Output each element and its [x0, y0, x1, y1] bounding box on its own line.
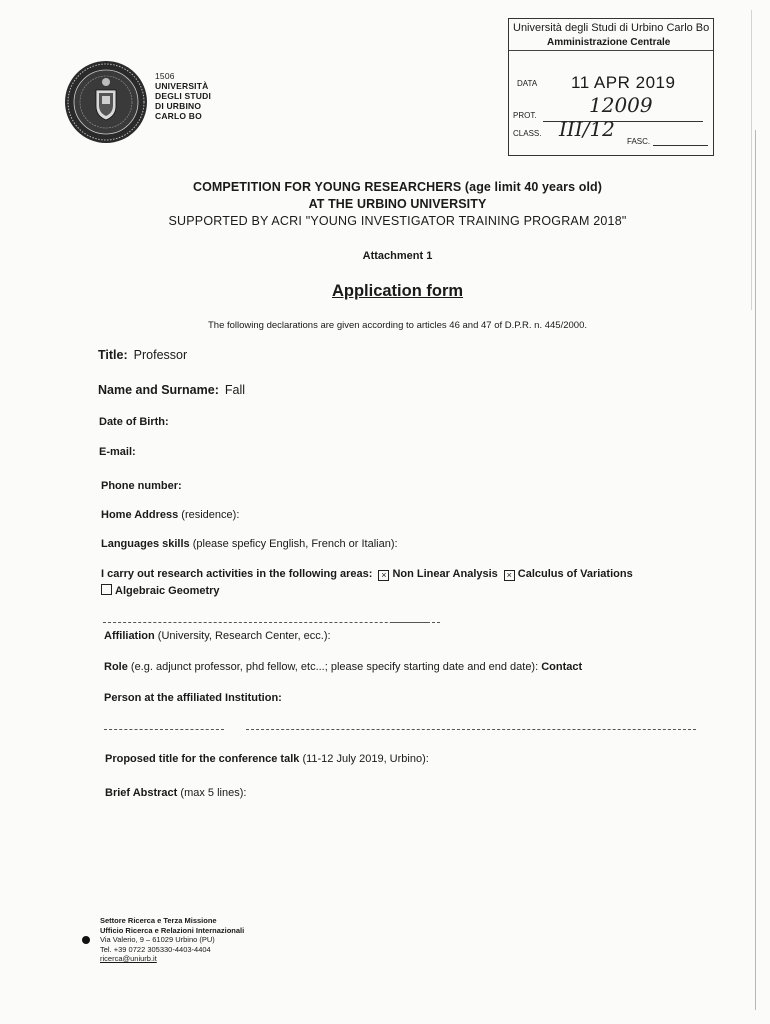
role-field [104, 661, 582, 673]
logo-line: DEGLI STUDI [155, 91, 212, 101]
talk-title-hint: (11-12 July 2019, Urbino): [302, 753, 429, 765]
competition-subtitle: AT THE URBINO UNIVERSITY [308, 197, 487, 211]
title-label: Title: [98, 348, 128, 362]
area3-checkbox[interactable] [101, 584, 112, 595]
research-label: I carry out research activities in the following areas: [101, 568, 373, 580]
dob-field [99, 416, 169, 428]
separator-line [103, 622, 428, 623]
email-field [99, 446, 136, 458]
stamp-date: 11 APR 2019 [571, 73, 676, 92]
area2-checkbox[interactable]: × [504, 570, 515, 581]
role-label: Role [104, 661, 128, 673]
scan-edge-line-top [751, 10, 752, 310]
affiliation-label: Affiliation [104, 630, 155, 642]
phone-field [101, 480, 182, 492]
email-label: E-mail: [99, 446, 136, 458]
declaration-text: The following declarations are given according to articles 46 and 47 of D.P.R. n. 445/2000. [207, 320, 587, 331]
contact-person-field [104, 692, 282, 704]
title-field [98, 348, 187, 362]
abstract-hint: (max 5 lines): [180, 787, 247, 799]
languages-field [101, 538, 398, 550]
stamp-class-value: III/12 [559, 117, 615, 141]
stamp-fasc-line [653, 145, 708, 146]
abstract-field [105, 787, 246, 799]
separator-line [104, 729, 224, 730]
footer-contact-block [100, 916, 244, 964]
area3-label: Algebraic Geometry [115, 585, 220, 597]
talk-title-field [105, 753, 429, 765]
logo-line: UNIVERSITÀ [155, 81, 209, 91]
logo-line: CARLO BO [155, 111, 202, 121]
affiliation-hint: (University, Research Center, ecc.): [157, 630, 331, 642]
footer-line: Settore Ricerca e Terza Missione [100, 916, 217, 925]
footer-line: Tel. +39 0722 305330-4403-4404 [100, 944, 211, 954]
logo-line: DI URBINO [155, 101, 202, 111]
stamp-university-name: Università degli Studi di Urbino Carlo Bo [513, 22, 710, 34]
address-hint: (residence): [181, 509, 240, 521]
footer-line: Ufficio Ricerca e Relazioni Internazionali [100, 925, 245, 935]
footer-bullet-icon [82, 936, 90, 944]
stamp-date-label: DATA [517, 79, 538, 88]
footer-email-link[interactable]: ricerca@uniurb.it [100, 954, 157, 963]
area1-label: Non Linear Analysis [392, 568, 498, 580]
name-value: Fall [224, 383, 246, 397]
research-areas-field-cont [101, 584, 220, 597]
stamp-divider [509, 50, 713, 51]
contact-label: Contact [541, 661, 583, 673]
competition-title: COMPETITION FOR YOUNG RESEARCHERS (age limit 40 years old) [192, 180, 603, 194]
dob-label: Date of Birth: [99, 416, 169, 428]
competition-sponsor: SUPPORTED BY ACRI "YOUNG INVESTIGATOR TRAINING PROGRAM 2018" [168, 214, 627, 228]
attachment-label: Attachment 1 [362, 250, 433, 262]
stamp-fasc-label: FASC. [627, 137, 651, 146]
languages-hint: (please speficy English, French or Italian): [192, 538, 398, 550]
address-label: Home Address [101, 509, 179, 521]
university-logo-text [155, 71, 211, 121]
page-title: Application form [331, 282, 464, 300]
logo-year: 1506 [155, 71, 175, 81]
languages-label: Languages skills [101, 538, 190, 550]
stamp-prot-value: 12009 [589, 93, 653, 117]
address-field [101, 509, 239, 521]
university-seal-icon [64, 60, 148, 144]
name-field [98, 383, 245, 397]
area2-label: Calculus of Variations [517, 568, 633, 580]
scan-edge-line [755, 130, 756, 1010]
stamp-office-name: Amministrazione Centrale [547, 37, 671, 48]
stamp-prot-label: PROT. [513, 111, 537, 120]
title-value: Professor [133, 348, 188, 362]
abstract-label: Brief Abstract [105, 787, 178, 799]
role-hint: (e.g. adjunct professor, phd fellow, etc...; please specify starting date and end date): [130, 661, 539, 673]
research-areas-field [101, 568, 633, 581]
area1-checkbox[interactable]: × [378, 570, 389, 581]
separator-line [392, 622, 440, 623]
talk-title-label: Proposed title for the conference talk [105, 753, 300, 765]
stamp-class-label: CLASS. [513, 129, 542, 138]
name-label: Name and Surname: [98, 383, 219, 397]
separator-line [246, 729, 696, 730]
phone-label: Phone number: [101, 480, 182, 492]
affiliation-field [104, 630, 331, 642]
contact-person-label: Person at the affiliated Institution: [104, 692, 282, 704]
protocol-stamp [508, 18, 714, 156]
footer-line: Via Valerio, 9 – 61029 Urbino (PU) [100, 935, 215, 944]
